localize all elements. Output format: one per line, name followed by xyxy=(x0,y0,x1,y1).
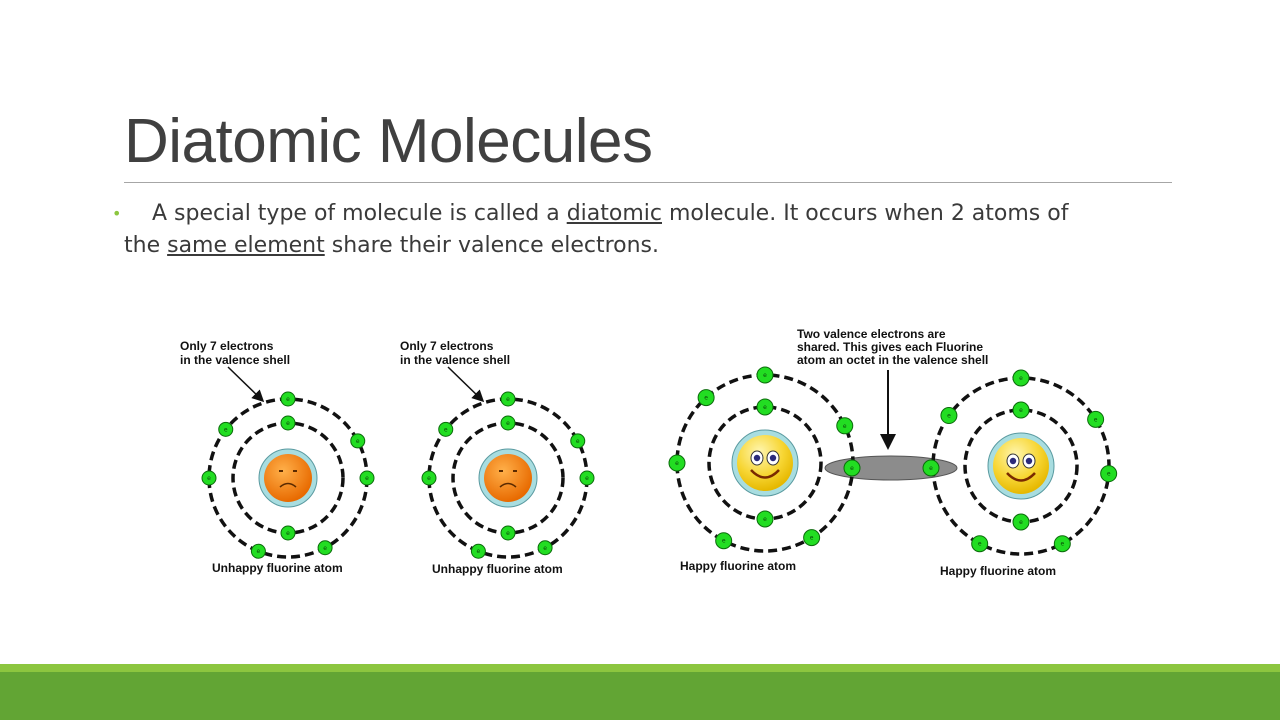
electron xyxy=(757,511,773,527)
svg-text:e: e xyxy=(286,396,290,403)
fluorine-diagram xyxy=(0,300,1280,600)
svg-text:e: e xyxy=(506,420,510,427)
electron xyxy=(1088,411,1104,427)
electron xyxy=(501,392,515,406)
svg-text:e: e xyxy=(286,530,290,537)
electron xyxy=(804,530,820,546)
svg-text:e: e xyxy=(506,530,510,537)
svg-text:e: e xyxy=(585,475,589,482)
electron xyxy=(757,367,773,383)
svg-text:e: e xyxy=(763,516,767,523)
electron xyxy=(844,460,860,476)
text-part: share their valence electrons. xyxy=(324,233,659,258)
svg-text:e: e xyxy=(850,465,854,472)
footer-accent-bar xyxy=(0,664,1280,672)
happy-fluorine-atom xyxy=(669,367,853,551)
text-part: the xyxy=(124,233,168,258)
electron xyxy=(669,455,685,471)
electron xyxy=(219,422,233,436)
electron xyxy=(1054,536,1070,552)
unhappy-atom-label: Unhappy fluorine atom xyxy=(432,562,563,576)
annotation-line-2: in the valence shell xyxy=(400,353,511,367)
electron xyxy=(580,471,594,485)
svg-text:e: e xyxy=(476,548,481,556)
atoms-layer xyxy=(202,367,1117,558)
svg-text:e: e xyxy=(763,372,767,379)
happy-atom-label: Happy fluorine atom xyxy=(680,559,797,573)
happy-face-icon xyxy=(993,438,1049,494)
annotation-arrow xyxy=(228,367,262,400)
svg-text:e: e xyxy=(842,422,847,430)
electron xyxy=(941,408,957,424)
electron xyxy=(471,544,485,558)
svg-text:e: e xyxy=(323,544,327,552)
svg-text:e: e xyxy=(223,426,228,434)
electron xyxy=(360,471,374,485)
electron xyxy=(1101,466,1117,482)
electron xyxy=(281,392,295,406)
svg-text:e: e xyxy=(286,420,290,427)
svg-text:e: e xyxy=(1019,519,1023,526)
unhappy-fluorine-atom xyxy=(202,392,374,558)
svg-text:e: e xyxy=(427,475,431,482)
svg-text:e: e xyxy=(256,548,261,556)
svg-text:e: e xyxy=(1019,407,1023,414)
footer-bar xyxy=(0,672,1280,720)
bullet-icon: • xyxy=(112,204,122,223)
svg-text:e: e xyxy=(763,404,767,411)
electron xyxy=(1013,402,1029,418)
svg-text:e: e xyxy=(1060,540,1065,548)
svg-text:e: e xyxy=(506,396,510,403)
electron xyxy=(716,533,732,549)
annotation-line-2: in the valence shell xyxy=(180,353,291,367)
svg-text:e: e xyxy=(947,412,951,420)
electron xyxy=(837,418,853,434)
shared-note-line-3: atom an octet in the valence shell xyxy=(797,353,989,367)
svg-text:e: e xyxy=(575,437,580,445)
happy-atom-label: Happy fluorine atom xyxy=(940,564,1057,578)
shared-note-line-1: Two valence electrons are xyxy=(797,327,946,341)
electron xyxy=(923,460,939,476)
svg-text:e: e xyxy=(443,426,448,434)
electron xyxy=(698,390,714,406)
svg-text:e: e xyxy=(977,540,982,548)
electron xyxy=(1013,370,1029,386)
electron xyxy=(1013,514,1029,530)
svg-text:e: e xyxy=(929,465,933,472)
electron xyxy=(501,416,515,430)
text-part: A special type of molecule is called a xyxy=(152,201,567,226)
svg-text:e: e xyxy=(1106,470,1111,478)
bullet-line-2 xyxy=(124,230,1164,262)
bullet-paragraph xyxy=(112,198,1164,262)
underlined-term-same-element: same element xyxy=(167,233,325,258)
svg-text:e: e xyxy=(207,475,211,482)
sad-face-icon xyxy=(264,454,312,502)
svg-text:e: e xyxy=(1019,375,1023,382)
text-part: molecule. It occurs when 2 atoms of xyxy=(662,201,1069,226)
electron xyxy=(318,541,332,555)
svg-text:e: e xyxy=(1093,416,1098,424)
electron xyxy=(251,544,265,558)
slide-title: Diatomic Molecules xyxy=(124,107,653,176)
electron xyxy=(281,416,295,430)
electron xyxy=(422,471,436,485)
bullet-line-1 xyxy=(124,198,1164,230)
electron xyxy=(281,526,295,540)
electron xyxy=(202,471,216,485)
underlined-term-diatomic: diatomic xyxy=(566,201,662,226)
sad-face-icon xyxy=(484,454,532,502)
svg-text:e: e xyxy=(355,437,360,445)
electron xyxy=(571,434,585,448)
svg-text:e: e xyxy=(704,394,708,402)
svg-text:e: e xyxy=(675,460,679,467)
happy-fluorine-atom xyxy=(933,370,1117,554)
unhappy-atom-label: Unhappy fluorine atom xyxy=(212,561,343,575)
svg-text:e: e xyxy=(365,475,369,482)
shared-note-line-2: shared. This gives each Fluorine xyxy=(797,340,984,354)
annotation-line-1: Only 7 electrons xyxy=(400,339,494,353)
electron xyxy=(972,536,988,552)
unhappy-fluorine-atom xyxy=(422,392,594,558)
electron xyxy=(439,422,453,436)
svg-text:e: e xyxy=(809,534,814,542)
title-divider xyxy=(124,182,1172,183)
annotation-line-1: Only 7 electrons xyxy=(180,339,274,353)
electron xyxy=(757,399,773,415)
annotation-arrow xyxy=(448,367,482,400)
happy-face-icon xyxy=(737,435,793,491)
svg-text:e: e xyxy=(543,544,547,552)
svg-text:e: e xyxy=(721,537,726,545)
electron xyxy=(351,434,365,448)
electron xyxy=(538,541,552,555)
electron xyxy=(501,526,515,540)
